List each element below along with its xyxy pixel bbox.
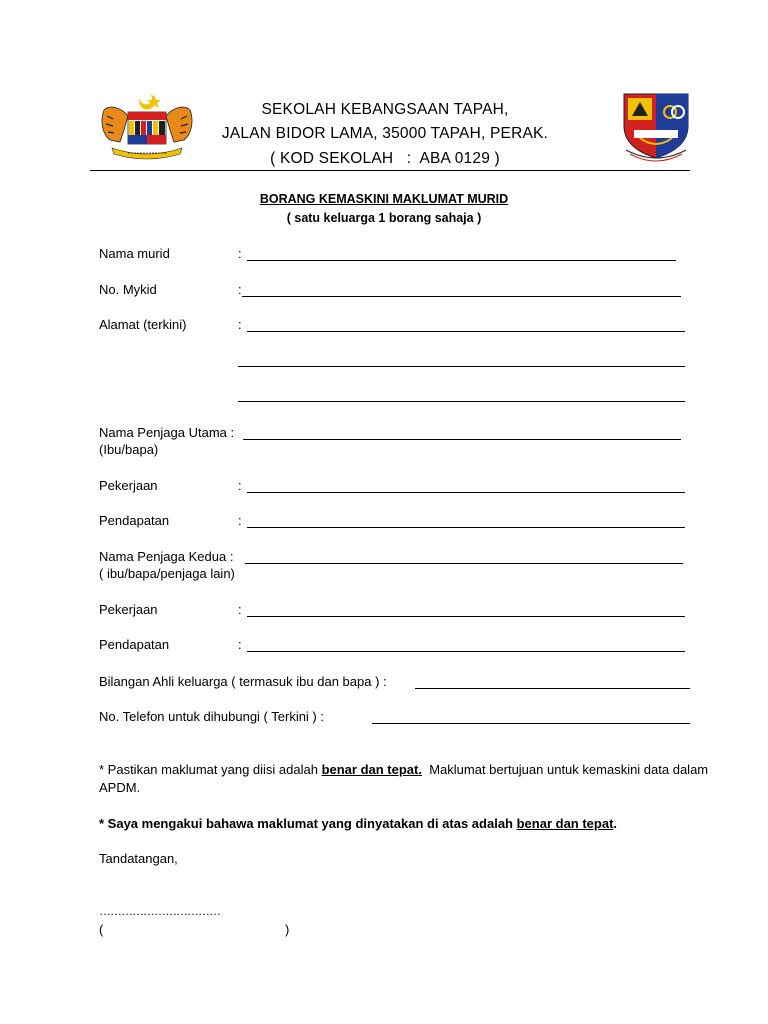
note-declaration [99, 815, 709, 833]
fill-line[interactable] [247, 260, 676, 261]
school-crest-icon [620, 90, 692, 162]
note-emphasis: benar dan tepat [516, 816, 614, 831]
field-colon: : [238, 513, 242, 528]
field-label: Nama murid [99, 246, 170, 261]
fill-line[interactable] [245, 563, 683, 564]
school-address: JALAN BIDOR LAMA, 35000 TAPAH, PERAK. [221, 125, 549, 142]
field-note: (Ibu/bapa) [99, 442, 159, 457]
name-close-paren: ) [285, 922, 290, 937]
field-colon: : [238, 282, 242, 297]
field-label: Pendapatan [99, 513, 170, 528]
field-label: No. Mykid [99, 282, 157, 297]
field-label: Pekerjaan [99, 478, 158, 493]
school-name: SEKOLAH KEBANGSAAN TAPAH, [261, 101, 509, 118]
form-subtitle: ( satu keluarga 1 borang sahaja ) [286, 211, 482, 225]
field-label: Pekerjaan [99, 602, 158, 617]
fill-line[interactable] [242, 296, 681, 297]
field-label: Nama Penjaga Kedua : [99, 549, 234, 564]
fill-line[interactable] [247, 331, 685, 332]
field-label: Bilangan Ahli keluarga ( termasuk ibu dan bapa ) : [99, 674, 387, 689]
field-colon: : [238, 602, 242, 617]
note-text: * Saya mengakui bahawa maklumat yang dinyatakan di atas adalah [99, 816, 517, 831]
fill-line[interactable] [247, 616, 685, 617]
fill-line[interactable] [247, 492, 685, 493]
signature-label: Tandatangan, [99, 851, 178, 866]
school-code: ( KOD SEKOLAH : ABA 0129 ) [270, 150, 500, 167]
header-divider [90, 170, 690, 171]
field-colon: : [238, 317, 242, 332]
fill-line[interactable] [238, 366, 685, 367]
field-label: Alamat (terkini) [99, 317, 187, 332]
malaysia-coat-of-arms-icon [98, 90, 196, 160]
field-colon: : [238, 637, 242, 652]
note-text: . [613, 816, 618, 831]
fill-line[interactable] [247, 651, 685, 652]
note-text: * Pastikan maklumat yang diisi adalah [99, 762, 322, 777]
signature-line[interactable]: …………………………… [99, 904, 220, 918]
note-accuracy [99, 761, 712, 797]
name-open-paren: ( [99, 922, 104, 937]
note-text: Maklumat bertujuan untuk kemaskini data dalam APDM. [99, 762, 712, 795]
fill-line[interactable] [238, 401, 685, 402]
field-colon: : [238, 246, 242, 261]
fill-line[interactable] [372, 723, 690, 724]
fill-line[interactable] [247, 527, 685, 528]
field-colon: : [238, 478, 242, 493]
field-label: Pendapatan [99, 637, 170, 652]
field-label: Nama Penjaga Utama : [99, 425, 235, 440]
fill-line[interactable] [415, 688, 690, 689]
field-label: No. Telefon untuk dihubungi ( Terkini ) : [99, 709, 324, 724]
field-note: ( ibu/bapa/penjaga lain) [99, 566, 235, 581]
fill-line[interactable] [243, 439, 681, 440]
note-emphasis: benar dan tepat. [321, 762, 422, 777]
form-title: BORANG KEMASKINI MAKLUMAT MURID [259, 192, 509, 206]
